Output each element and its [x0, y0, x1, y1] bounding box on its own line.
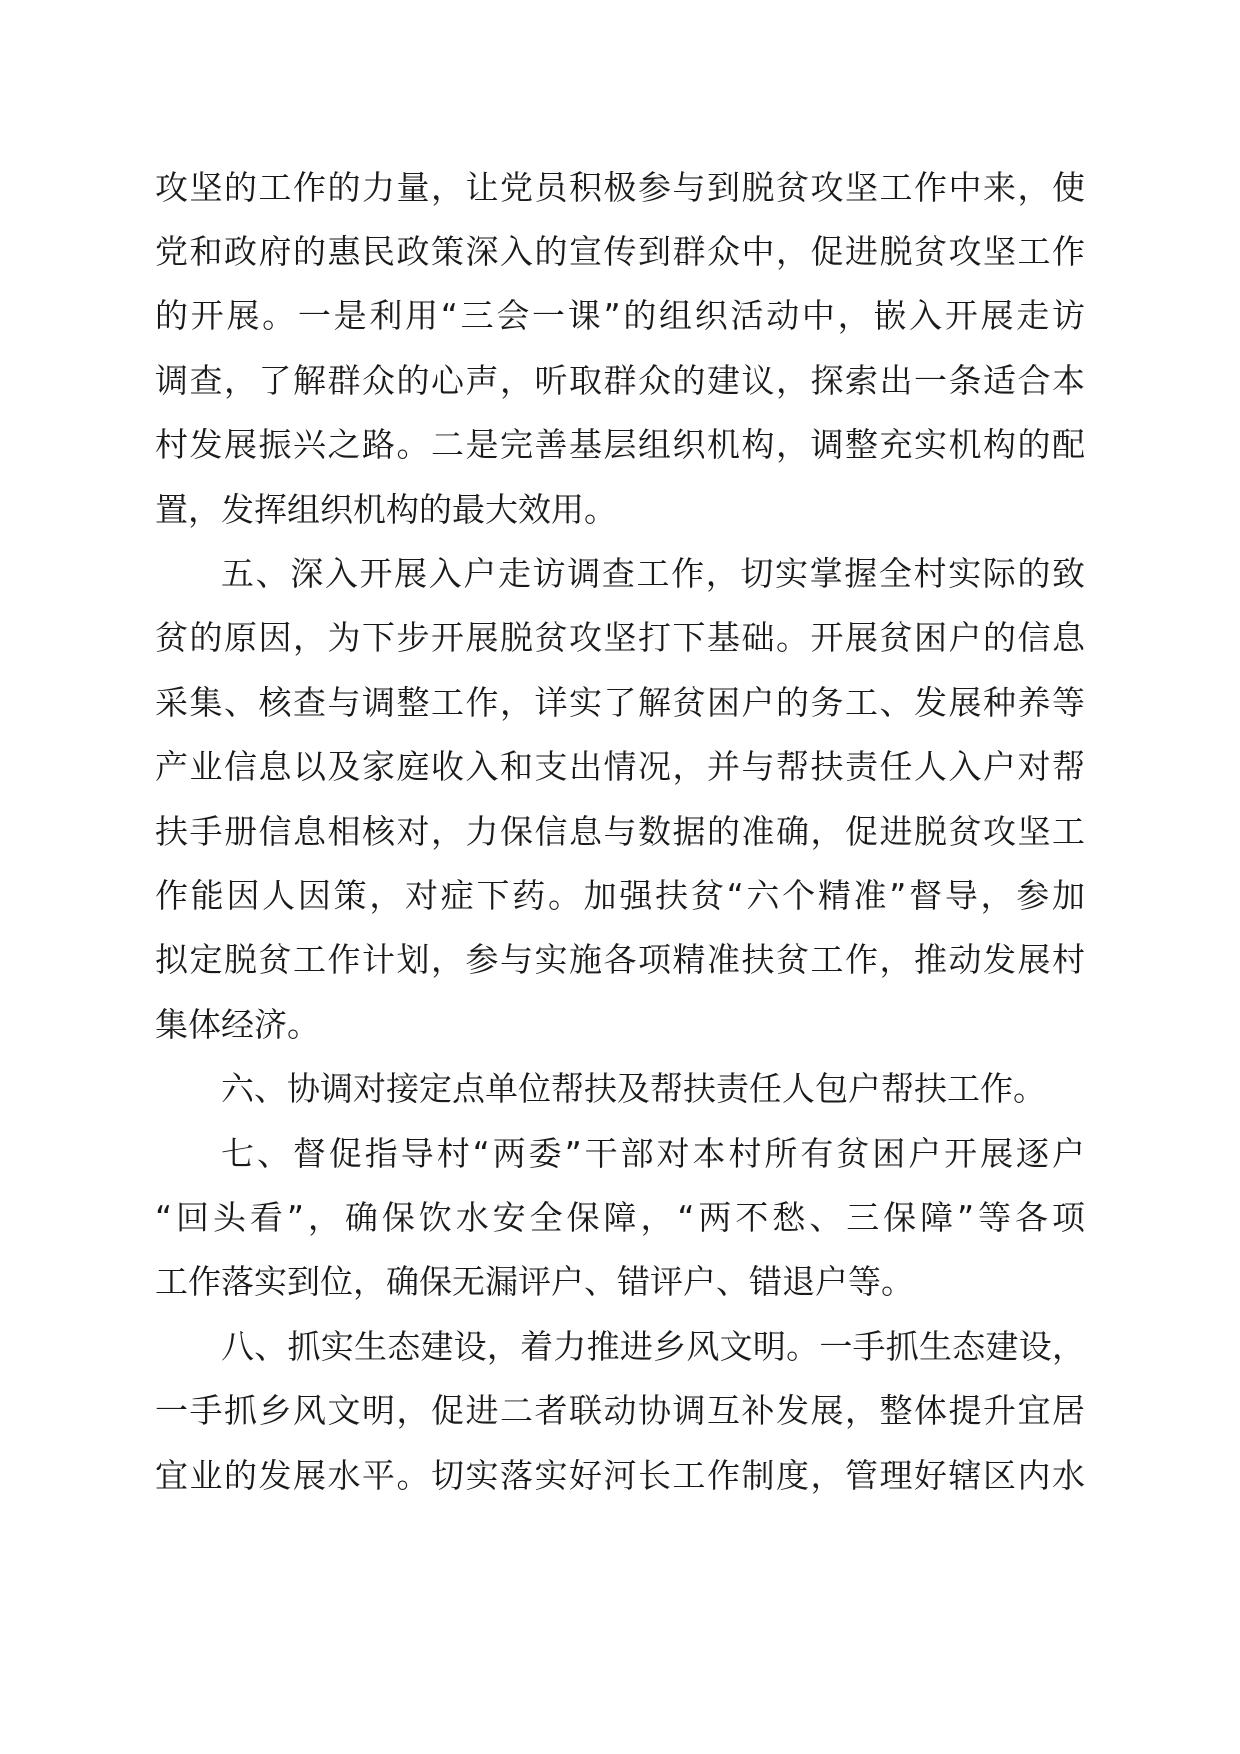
text-line: 产业信息以及家庭收入和支出情况，并与帮扶责任人入户对帮: [155, 747, 1085, 786]
text-line: “回头看”，确保饮水安全保障，“两不愁、三保障”等各项: [155, 1198, 1085, 1237]
text-line: 集体经济。: [155, 1005, 320, 1044]
text-line: 村发展振兴之路。二是完善基层组织机构，调整充实机构的配: [155, 425, 1085, 464]
text-line: 置，发挥组织机构的最大效用。: [155, 490, 617, 529]
text-line: 一手抓乡风文明，促进二者联动协调互补发展，整体提升宜居: [155, 1391, 1085, 1430]
text-line: 宜业的发展水平。切实落实好河长工作制度，管理好辖区内水: [155, 1456, 1085, 1495]
text-line: 调查，了解群众的心声，听取群众的建议，探索出一条适合本: [155, 361, 1085, 400]
paragraph-heading-5: 五、深入开展入户走访调查工作，切实掌握全村实际的致: [221, 554, 1085, 593]
paragraph-heading-7: 七、督促指导村“两委”干部对本村所有贫困户开展逐户: [221, 1134, 1085, 1173]
text-line: 作能因人因策，对症下药。加强扶贫“六个精准”督导，参加: [155, 876, 1085, 915]
text-line: 扶手册信息相核对，力保信息与数据的准确，促进脱贫攻坚工: [155, 812, 1085, 851]
text-line: 的开展。一是利用“三会一课”的组织活动中，嵌入开展走访: [155, 296, 1085, 335]
text-line: 采集、核查与调整工作，详实了解贫困户的务工、发展种养等: [155, 683, 1085, 722]
paragraph-heading-8: 八、抓实生态建设，着力推进乡风文明。一手抓生态建设，: [221, 1327, 1085, 1366]
paragraph-heading-6: 六、协调对接定点单位帮扶及帮扶责任人包户帮扶工作。: [221, 1069, 1046, 1108]
text-line: 工作落实到位，确保无漏评户、错评户、错退户等。: [155, 1262, 914, 1301]
text-line: 党和政府的惠民政策深入的宣传到群众中，促进脱贫攻坚工作: [155, 232, 1085, 271]
text-line: 拟定脱贫工作计划，参与实施各项精准扶贫工作，推动发展村: [155, 940, 1085, 979]
text-line: 攻坚的工作的力量，让党员积极参与到脱贫攻坚工作中来，使: [155, 168, 1085, 207]
text-line: 贫的原因，为下步开展脱贫攻坚打下基础。开展贫困户的信息: [155, 618, 1085, 657]
